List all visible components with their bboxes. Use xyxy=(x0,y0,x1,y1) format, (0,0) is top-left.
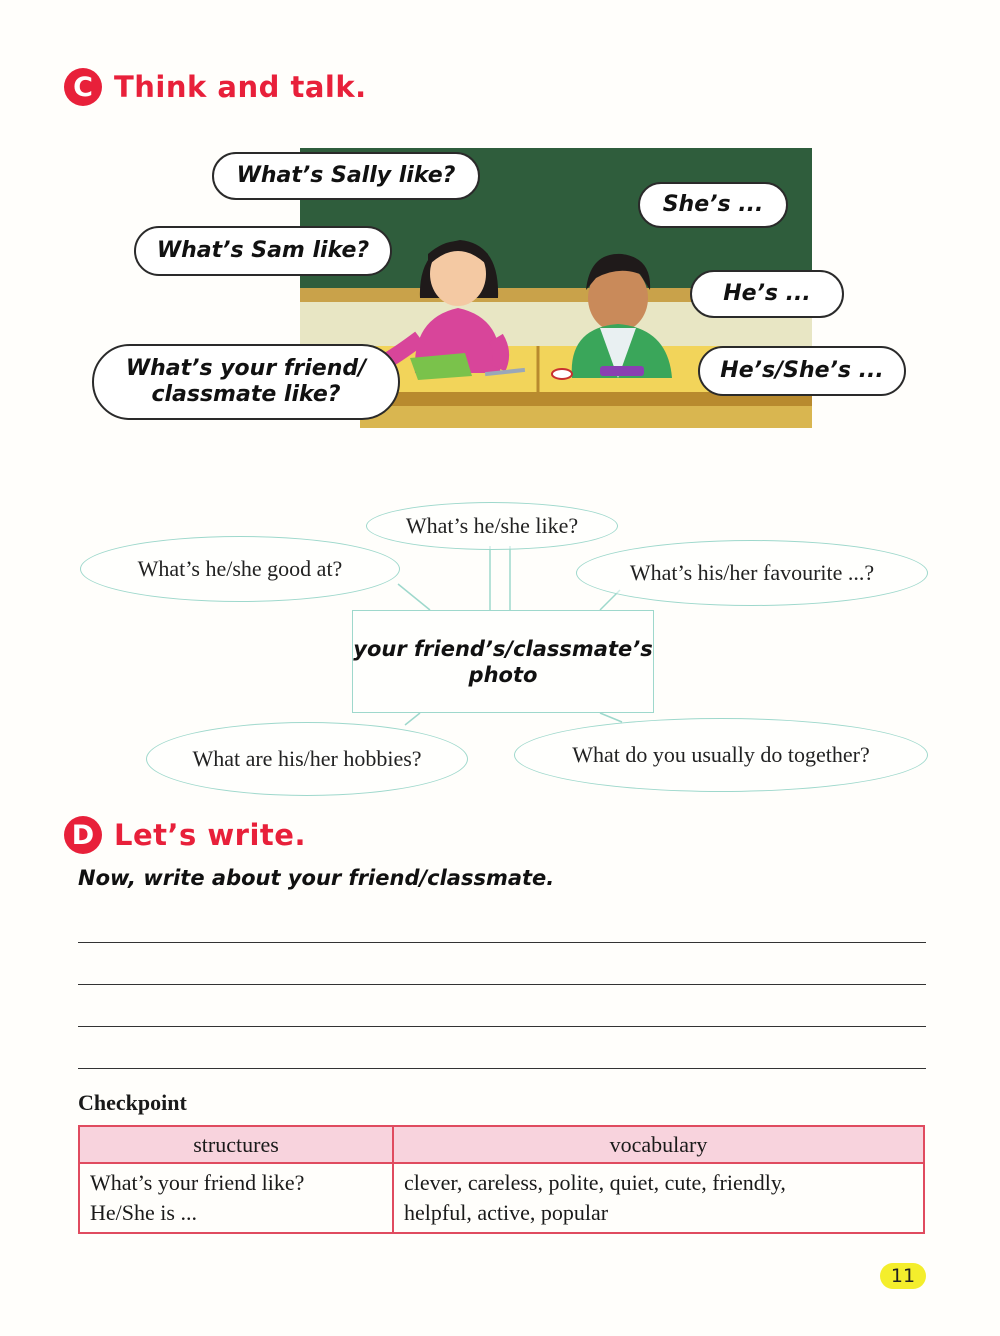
writing-line[interactable] xyxy=(78,1026,926,1027)
mindmap-q-good-at: What’s he/she good at? xyxy=(80,536,400,602)
checkpoint-table xyxy=(78,1125,925,1234)
mindmap-q-like: What’s he/she like? xyxy=(366,502,618,550)
vocabulary-line: helpful, active, popular xyxy=(404,1200,609,1225)
header-vocabulary: vocabulary xyxy=(393,1126,924,1163)
section-d-header xyxy=(64,816,306,854)
mindmap-q-hobbies: What are his/her hobbies? xyxy=(146,722,468,796)
section-c-title: Think and talk. xyxy=(114,70,367,104)
section-d-badge: D xyxy=(64,816,102,854)
mindmap-photo-box: your friend’s/classmate’s photo xyxy=(352,610,654,713)
vocabulary-cell xyxy=(393,1163,924,1233)
structures-line: What’s your friend like? xyxy=(90,1170,305,1195)
header-structures: structures xyxy=(79,1126,393,1163)
checkpoint-title: Checkpoint xyxy=(78,1090,187,1115)
mindmap-q-favourite: What’s his/her favourite ...? xyxy=(576,540,928,606)
bubble-whats-sam-like: What’s Sam like? xyxy=(134,226,392,276)
writing-line[interactable] xyxy=(78,942,926,943)
mindmap-q-together: What do you usually do together? xyxy=(514,718,928,792)
bubble-shes: She’s ... xyxy=(638,182,788,228)
writing-line[interactable] xyxy=(78,984,926,985)
section-c-badge: C xyxy=(64,68,102,106)
bubble-whats-sally-like: What’s Sally like? xyxy=(212,152,480,200)
structures-line: He/She is ... xyxy=(90,1200,197,1225)
writing-line[interactable] xyxy=(78,1068,926,1069)
writing-instruction: Now, write about your friend/classmate. xyxy=(78,866,555,890)
structures-cell xyxy=(79,1163,393,1233)
bubble-hes: He’s ... xyxy=(690,270,844,318)
page-number: 11 xyxy=(880,1263,926,1289)
vocabulary-line: clever, careless, polite, quiet, cute, friendly, xyxy=(404,1170,786,1195)
section-d-title: Let’s write. xyxy=(114,818,306,852)
bubble-hes-shes: He’s/She’s ... xyxy=(698,346,906,396)
bubble-whats-your-friend-like: What’s your friend/ classmate like? xyxy=(92,344,400,420)
